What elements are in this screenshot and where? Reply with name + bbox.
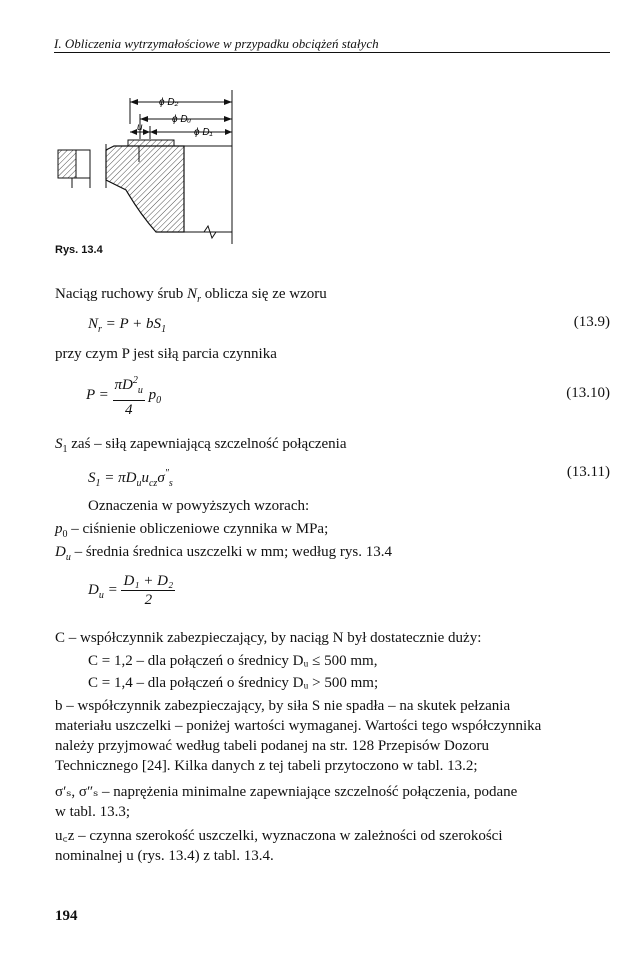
- def-du-var: D: [55, 544, 66, 560]
- definition-ucz: [55, 826, 611, 866]
- eq1-rhs-sub: 1: [161, 324, 167, 335]
- eq2-den: 4: [124, 402, 133, 418]
- definition-c: C – współczynnik zabezpieczający, by naciąg N był dostatecznie duży:: [55, 630, 482, 646]
- p1-var: N: [187, 286, 198, 302]
- label-d1: ϕ D₁: [194, 127, 213, 138]
- equation-13-11: [88, 464, 173, 494]
- def-p0-sub: 0: [62, 529, 68, 540]
- p3-sub: 1: [62, 444, 68, 455]
- eq3-mid: u: [141, 470, 149, 486]
- equation-number-13-11: (13.11): [566, 464, 610, 480]
- b-line: Technicznego [24]. Kilka danych z tej tabeli przytoczono w tabl. 13.2;: [55, 758, 478, 774]
- def-p0-var: p: [55, 521, 63, 537]
- def-du-text: – średnia średnica uszczelki w mm; według rys. 13.4: [70, 544, 393, 560]
- equation-13-10: [86, 372, 161, 419]
- equation-number-13-10: (13.10): [566, 385, 610, 401]
- gasket: [128, 140, 174, 146]
- eq1-lhs: N: [88, 316, 99, 332]
- eq4-fraction: [121, 572, 175, 609]
- eq2-num: πD: [114, 377, 133, 393]
- label-u: u: [137, 122, 143, 133]
- eq3-lhs: S: [88, 470, 96, 486]
- eq2-fraction: [113, 372, 145, 419]
- eq4-den: 2: [144, 592, 153, 608]
- c-value-1: C = 1,2 – dla połączeń o średnicy Dᵤ ≤ 500 mm,: [88, 653, 378, 669]
- eq3-lhs-sub: 1: [95, 478, 101, 489]
- page-number: 194: [55, 908, 78, 924]
- eq2-lhs: P =: [86, 386, 113, 403]
- b-line: b – współczynnik zabezpieczający, by siła S nie spadła – na skutek pełzania: [55, 698, 511, 714]
- paragraph-intro: [55, 284, 327, 310]
- definition-b: [55, 696, 611, 776]
- equation-number-13-9: (13.9): [573, 314, 610, 330]
- ucz-line: u꜀z – czynna szerokość uszczelki, wyznaczona w zależności od szerokości: [55, 828, 503, 844]
- running-header: I. Obliczenia wytrzymałościowe w przypadku obciążeń stałych: [54, 36, 379, 51]
- eq4-lhs-sub: u: [98, 589, 104, 601]
- eq4-num: D₁ + D₂: [123, 573, 174, 589]
- eq2-num-sub: u: [137, 385, 143, 396]
- eq3-rhs-sub: u: [136, 478, 142, 489]
- def-du-sub: u: [65, 552, 71, 563]
- equation-du: [88, 572, 175, 609]
- paragraph-force: przy czym P jest siłą parcia czynnika: [55, 346, 277, 362]
- definition-du: [55, 542, 392, 568]
- notation-heading: Oznaczenia w powyższych wzorach:: [88, 498, 310, 514]
- header-rule: [54, 52, 610, 53]
- figure-caption: Rys. 13.4: [55, 244, 103, 256]
- p1-prefix: Naciąg ruchowy śrub: [55, 286, 188, 302]
- b-line: materiału uszczelki – poniżej wartości wymaganej. Wartości tego współczynnika: [55, 718, 542, 734]
- eq4-eq: =: [103, 581, 122, 598]
- paragraph-s1: [55, 434, 347, 460]
- b-line: należy przyjmować według tabeli podanej na str. 128 Przepisów Dozoru: [55, 738, 490, 754]
- def-p0-text: – ciśnienie obliczeniowe czynnika w MPa;: [67, 521, 329, 537]
- label-d2: ϕ D₂: [159, 97, 179, 108]
- eq3-sigma-sub: s: [168, 478, 173, 489]
- eq3-rhs: = πD: [100, 470, 137, 486]
- equation-13-9: [88, 314, 166, 340]
- p3-var: S: [55, 436, 63, 452]
- p3-text: zaś – siłą zapewniającą szczelność połączenia: [67, 436, 347, 452]
- c-value-2: C = 1,4 – dla połączeń o średnicy Dᵤ > 500 mm;: [88, 675, 379, 691]
- flange-body: [106, 146, 184, 232]
- label-du: ϕ Dᵤ: [172, 114, 192, 125]
- eq1-lhs-sub: r: [98, 324, 102, 335]
- eq2-tail: p: [148, 386, 157, 403]
- flange-figure: [54, 84, 254, 244]
- sigma-line: w tabl. 13.3;: [55, 804, 130, 820]
- eq2-num-sup: 2: [132, 375, 138, 386]
- p1-suffix: oblicza się ze wzoru: [200, 286, 327, 302]
- eq4-lhs: D: [88, 581, 99, 598]
- eq3-sigma: σ: [157, 470, 165, 486]
- p1-sub: r: [197, 294, 201, 305]
- definition-sigma: [55, 782, 611, 822]
- ucz-line: nominalnej u (rys. 13.4) z tabl. 13.4.: [55, 848, 274, 864]
- eq3-sigma-sup: ″: [164, 468, 169, 479]
- eq3-mid-sub: cz: [148, 478, 158, 489]
- eq2-tail-sub: 0: [156, 394, 162, 406]
- sigma-line: σ′ₛ, σ″ₛ – naprężenia minimalne zapewniające szczelność połączenia, podane: [55, 784, 518, 800]
- eq1-rhs: = P + bS: [101, 316, 162, 332]
